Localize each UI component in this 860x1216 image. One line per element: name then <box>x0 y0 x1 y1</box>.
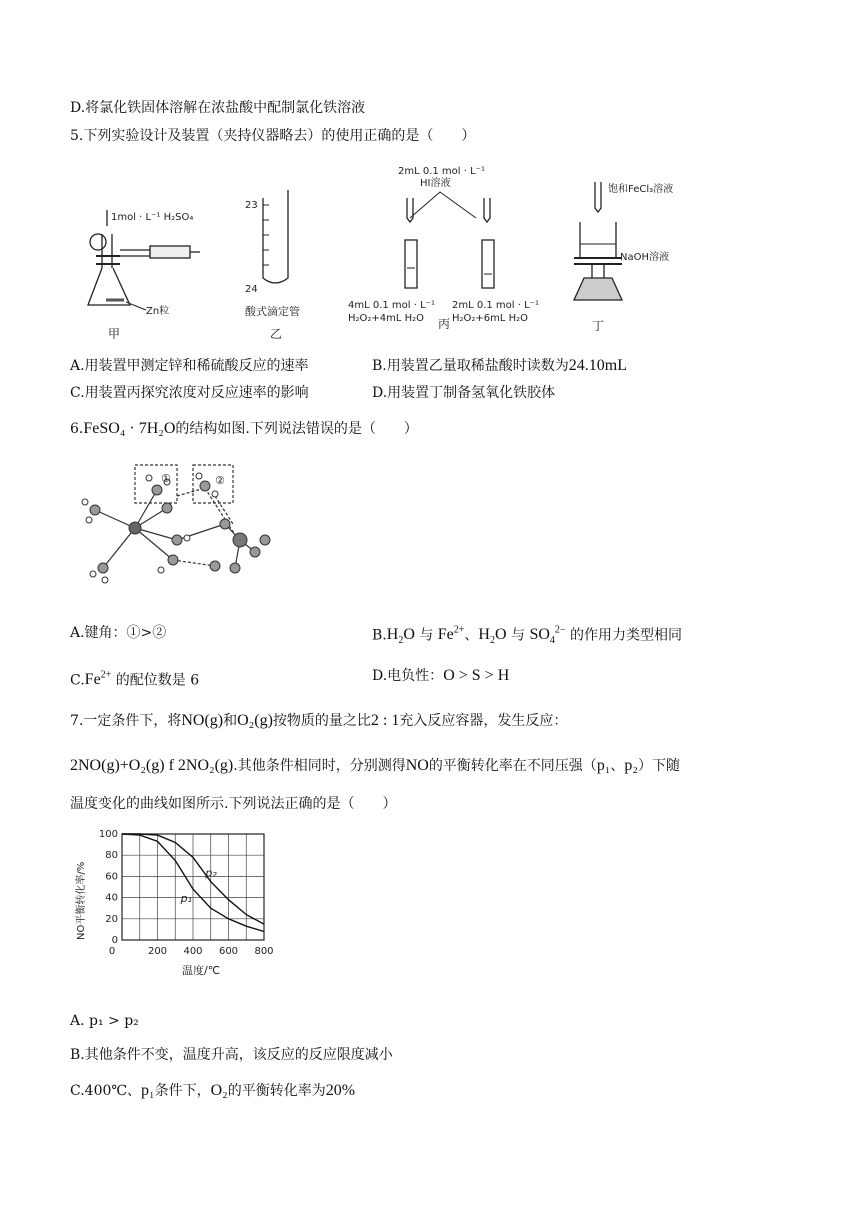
q7-c-mid: 条件下， <box>154 1083 211 1099</box>
ding-label: 丁 <box>592 319 605 333</box>
q6-option-c-label: C. <box>70 672 85 689</box>
x-axis-label: 温度/℃ <box>182 964 221 977</box>
q5-option-b-value: 24.10mL <box>568 357 627 374</box>
q7-option-b: B.其他条件不变，温度升高，该反应的反应限度减小 <box>70 1047 393 1063</box>
q5-option-b-text: B.用装置乙量取稀盐酸时读数为 <box>372 358 569 374</box>
q5-option-c: C.用装置丙探究浓度对反应速率的影响 <box>70 385 309 401</box>
q5-option-b <box>372 357 627 375</box>
y-tick-label: 0 <box>111 935 118 946</box>
bing-right-label-1: 2mL 0.1 mol · L⁻¹ <box>452 300 539 311</box>
bing-left-label-1: 4mL 0.1 mol · L⁻¹ <box>348 300 435 311</box>
q7-l1-no: NO(g) <box>181 712 224 729</box>
q6-stem <box>70 420 418 438</box>
q7-l1-post: 充入反应容器，发生反应： <box>399 713 568 729</box>
yi-label: 乙 <box>270 327 283 341</box>
series-label-1: p₁ <box>180 891 192 905</box>
q5-stem: 5.下列实验设计及装置（夹持仪器略去）的使用正确的是（ ） <box>70 128 476 144</box>
q7-c-o2: O₂ <box>210 1082 228 1099</box>
q7-l2-text2: 的平衡转化率在不同压强（ <box>428 758 597 774</box>
q5-option-d: D.用装置丁制备氢氧化铁胶体 <box>372 385 556 401</box>
q6-option-d-text: D.电负性： <box>372 668 444 684</box>
q7-l2-no: NO <box>405 757 429 774</box>
q4-option-d: D.将氯化铁固体溶解在浓盐酸中配制氯化铁溶液 <box>70 100 366 116</box>
q5-option-a: A.用装置甲测定锌和稀硫酸反应的速率 <box>70 358 309 374</box>
q7-l1-o2: O₂(g) <box>237 712 273 729</box>
q7-c-p1: p₁ <box>141 1082 155 1099</box>
q7-c-post: 的平衡转化率为 <box>227 1083 326 1099</box>
q7-option-c <box>70 1082 355 1100</box>
apparatus-bing <box>348 166 539 331</box>
y-tick-label: 100 <box>98 829 118 840</box>
q6-option-b-label: B. <box>372 627 387 644</box>
q7-equation: 2NO(g)+O₂(g) f 2NO₂(g) <box>70 757 234 774</box>
yi-23-label: 23 <box>245 200 258 211</box>
y-tick-label: 80 <box>105 850 118 862</box>
bing-top-label-2: HI溶液 <box>420 178 451 189</box>
yi-24-label: 24 <box>245 284 258 295</box>
q6-structure-figure <box>75 460 295 590</box>
q6-b-text: 的作用力类型相同 <box>570 627 682 644</box>
q6-b-with-2: 与 <box>511 627 525 644</box>
q6-b-h2o-1: $H_2O$ <box>386 626 415 647</box>
q6-number: 6. <box>70 421 84 437</box>
q6-option-b <box>372 622 682 651</box>
y-tick-label: 20 <box>105 913 118 925</box>
q7-l2-text: .其他条件相同时，分别测得 <box>233 758 406 774</box>
q7-l1-mid: 按物质的量之比 <box>272 713 371 729</box>
y-tick-label: 40 <box>105 892 118 904</box>
q7-line-3: 温度变化的曲线如图所示.下列说法正确的是（ ） <box>70 796 397 812</box>
apparatus-jia <box>88 210 200 341</box>
apparatus-ding <box>574 182 673 333</box>
y-axis-label: NO平衡转化率/% <box>76 861 87 940</box>
x-tick-label: 400 <box>183 946 203 957</box>
q6-option-a: A.键角：①>② <box>70 625 167 641</box>
yi-name-label: 酸式滴定管 <box>245 305 300 318</box>
x-tick-label: 200 <box>147 946 168 957</box>
q6-option-d <box>372 667 509 685</box>
jia-zn-label: Zn粒 <box>146 306 170 317</box>
q5-apparatus-figure <box>80 160 720 345</box>
q6-b-h2o-2: $H_2O$ <box>478 626 507 647</box>
ding-naoh-label: NaOH溶液 <box>620 252 669 263</box>
q6-b-fe2: $Fe^{2+}$ <box>437 625 465 644</box>
series-label-2: p₂ <box>205 866 217 880</box>
q7-l2-post: ）下随 <box>637 758 680 774</box>
q7-l1-pre: 7.一定条件下，将 <box>70 713 182 729</box>
q6-label-2: ② <box>215 474 225 487</box>
jia-reagent-label: 1mol · L⁻¹ H₂SO₄ <box>111 212 194 223</box>
apparatus-yi <box>245 190 300 341</box>
q7-l2-p1: p₁ <box>596 757 611 774</box>
q6-b-so4: $SO_4^{2-}$ <box>529 625 566 647</box>
q6-formula: FeSO₄ · 7H₂O <box>83 420 176 437</box>
q7-l1-and: 和 <box>223 713 238 729</box>
q6-c-text: 的配位数是 6 <box>115 672 200 689</box>
q7-line-2 <box>70 757 680 775</box>
bing-label: 丙 <box>438 317 451 331</box>
y-tick-label: 60 <box>105 871 118 883</box>
ding-top-label: 饱和FeCl₃溶液 <box>608 184 674 195</box>
q6-stem-text: 的结构如图.下列说法错误的是（ ） <box>175 421 418 437</box>
bing-right-label-2: H₂O₂+6mL H₂O <box>452 313 529 324</box>
q6-option-c <box>70 667 199 689</box>
q6-c-fe2: $Fe^{2+}$ <box>84 670 112 689</box>
q7-l2-sep: 、 <box>610 758 625 774</box>
x-tick-label: 600 <box>218 946 239 957</box>
q7-option-a: A. p₁ > p₂ <box>70 1013 139 1029</box>
q7-c-value: 20% <box>325 1082 356 1099</box>
q6-b-sep: 、 <box>464 627 479 644</box>
bing-top-label-1: 2mL 0.1 mol · L⁻¹ <box>398 166 485 177</box>
jia-label: 甲 <box>108 327 121 341</box>
q6-label-1: ① <box>161 472 171 485</box>
q7-c-pre: C.400℃、 <box>70 1083 142 1099</box>
q6-b-with-1: 与 <box>419 627 434 644</box>
q7-chart <box>70 828 280 978</box>
bing-left-label-2: H₂O₂+4mL H₂O <box>348 313 425 324</box>
q7-line-1 <box>70 712 567 730</box>
q7-l1-ratio: 2 : 1 <box>370 712 400 729</box>
q6-option-d-value: O > S > H <box>443 667 510 684</box>
x-tick-label: 800 <box>254 946 274 957</box>
x-tick-label: 0 <box>108 946 116 957</box>
q7-l2-p2: p₂ <box>624 757 638 774</box>
